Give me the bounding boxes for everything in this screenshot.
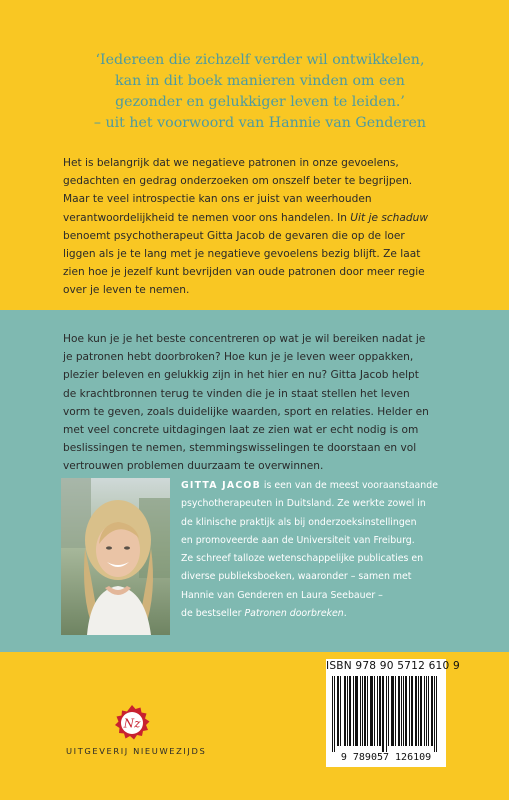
- bio-line: [181, 477, 451, 495]
- barcode-bar: [426, 676, 427, 746]
- blurb-paragraph-2: [63, 330, 453, 476]
- barcode-bar: [345, 676, 346, 746]
- barcode-bar: [431, 676, 432, 746]
- quote-line: kan in dit boek manieren vinden om een: [115, 73, 405, 89]
- blurb-line: [63, 209, 453, 227]
- barcode-bar: [383, 676, 384, 752]
- barcode-bar: [355, 676, 356, 746]
- quote-line: gezonder en gelukkiger leven te leiden.’: [115, 94, 405, 110]
- author-name: GITTA JACOB: [181, 480, 261, 491]
- barcode-bar: [386, 676, 387, 752]
- barcode-bar: [405, 676, 406, 746]
- barcode-bar: [428, 676, 429, 746]
- barcode-bar: [415, 676, 416, 746]
- barcode-bar: [370, 676, 371, 746]
- blurb-line: zien hoe je jezelf kunt bevrijden van oude patronen door meer regie: [63, 266, 425, 279]
- barcode-bar: [350, 676, 351, 746]
- barcode-bar: [411, 676, 412, 746]
- barcode-bar: [398, 676, 399, 746]
- bestseller-title: Patronen doorbreken: [244, 608, 344, 620]
- barcode-bar: [401, 676, 402, 746]
- barcode-bar: [357, 676, 358, 746]
- blurb-line: de krachtbronnen terug te vinden die je in staat stellen het leven: [63, 387, 410, 400]
- bio-line-text: is een van de meest vooraanstaande: [260, 480, 438, 491]
- bio-line-text: .: [343, 608, 347, 620]
- blurb-paragraph-1: [63, 154, 453, 300]
- barcode-digits: 9 789057 126109: [340, 752, 432, 763]
- barcode-bar: [409, 676, 410, 746]
- bio-line: de klinische praktijk als bij onderzoeksinstellingen: [181, 516, 417, 528]
- barcode-bar: [338, 676, 339, 746]
- book-title: Uit je schaduw: [350, 211, 428, 224]
- publisher-logo-icon: [113, 704, 151, 742]
- barcode-bar: [432, 676, 433, 746]
- quote-line: ‘Iedereen die zichzelf verder wil ontwikkelen,: [95, 52, 425, 68]
- barcode-bar: [434, 676, 435, 752]
- publisher-name: UITGEVERIJ NIEUWEZIJDS: [66, 746, 207, 756]
- blurb-line: Het is belangrijk dat we negatieve patronen in onze gevoelens,: [63, 157, 399, 169]
- bio-line: Hannie van Genderen en Laura Seebauer –: [181, 589, 383, 601]
- barcode-bar: [334, 676, 335, 752]
- author-bio: [181, 477, 451, 623]
- blurb-line: vertrouwen problemen duurzaam te overwinnen.: [63, 460, 324, 473]
- blurb-line: liggen als je te lang met je negatieve gevoelens bezig blijft. Ze laat: [63, 248, 421, 261]
- barcode-bar: [392, 676, 393, 746]
- blurb-line: beslissingen te nemen, stemmingswisselingen te doorstaan en vol: [63, 442, 417, 455]
- barcode-bar: [424, 676, 425, 746]
- blurb-line: benoemt psychotherapeut Gitta Jacob de gevaren die op de loer: [63, 229, 405, 242]
- barcode-bar: [349, 676, 350, 746]
- quote-attribution: – uit het voorwoord van Hannie van Genderen: [93, 115, 427, 131]
- barcode-bar: [377, 676, 378, 746]
- blurb-line: Maar te veel introspectie kan ons er juist van weerhouden: [63, 193, 372, 206]
- barcode-bar: [380, 676, 381, 746]
- logo-monogram: Nz: [123, 716, 141, 731]
- barcode-bar: [372, 676, 373, 746]
- barcode-bar: [360, 676, 361, 746]
- bio-line: psychotherapeuten in Duitsland. Ze werkte zowel in: [181, 498, 426, 510]
- bio-line-text: de bestseller: [181, 608, 245, 620]
- barcode-bar: [403, 676, 404, 746]
- barcode-bar: [406, 676, 407, 746]
- barcode-bars: [332, 676, 440, 752]
- isbn-barcode: [326, 659, 460, 767]
- barcode-bar: [418, 676, 419, 746]
- barcode-bar: [436, 676, 437, 752]
- barcode-bar: [412, 676, 413, 746]
- blurb-line: gedachten en gedrag onderzoeken om onszelf beter te begrijpen.: [63, 175, 413, 188]
- bio-line: en promoveerde aan de Universiteit van Freiburg.: [181, 534, 415, 546]
- barcode-bar: [365, 676, 366, 746]
- barcode-bar: [379, 676, 380, 746]
- author-photo: [61, 478, 170, 635]
- bio-line: [181, 605, 451, 623]
- barcode-bar: [356, 676, 357, 746]
- endorsement-quote: [60, 50, 460, 134]
- barcode-bar: [399, 676, 400, 746]
- barcode-bar: [395, 676, 396, 746]
- blurb-line: met veel concrete uitdagingen laat ze zien wat er echt nodig is om: [63, 424, 419, 437]
- barcode-bar: [371, 676, 372, 746]
- barcode-bar: [374, 676, 375, 746]
- bio-line: diverse publieksboeken, waaronder – samen met: [181, 571, 412, 583]
- barcode-bar: [344, 676, 345, 746]
- barcode-bar: [362, 676, 363, 746]
- isbn-label: ISBN 978 90 5712 610 9: [326, 660, 460, 672]
- blurb-line: vorm te geven, zoals duidelijke waarden, sport en relaties. Helder en: [63, 405, 429, 418]
- barcode-bar: [347, 676, 348, 746]
- barcode-bar: [416, 676, 417, 746]
- barcode-bar: [332, 676, 333, 752]
- barcode-bar: [391, 676, 392, 746]
- blurb-line-text: verantwoordelijkheid te nemen voor ons handelen. In: [63, 211, 351, 224]
- blurb-line: plezier beleven en gelukkig zijn in het hier en nu? Gitta Jacob helpt: [63, 369, 419, 382]
- blurb-line: Hoe kun je je het beste concentreren op wat je wil bereiken nadat je: [63, 333, 426, 345]
- blurb-line: je patronen hebt doorbroken? Hoe kun je je leven weer oppakken,: [63, 351, 414, 364]
- barcode-bar: [353, 676, 354, 746]
- barcode-bar: [421, 676, 422, 746]
- barcode-bar: [364, 676, 365, 746]
- barcode-bar: [367, 676, 368, 746]
- barcode-bar: [393, 676, 394, 746]
- blurb-line: over je leven te nemen.: [63, 284, 190, 297]
- barcode-bar: [420, 676, 421, 746]
- bio-line: Ze schreef talloze wetenschappelijke publicaties en: [181, 553, 424, 565]
- barcode-bar: [340, 676, 341, 746]
- barcode-bar: [382, 676, 383, 752]
- barcode-bar: [388, 676, 389, 746]
- barcode-bar: [337, 676, 338, 746]
